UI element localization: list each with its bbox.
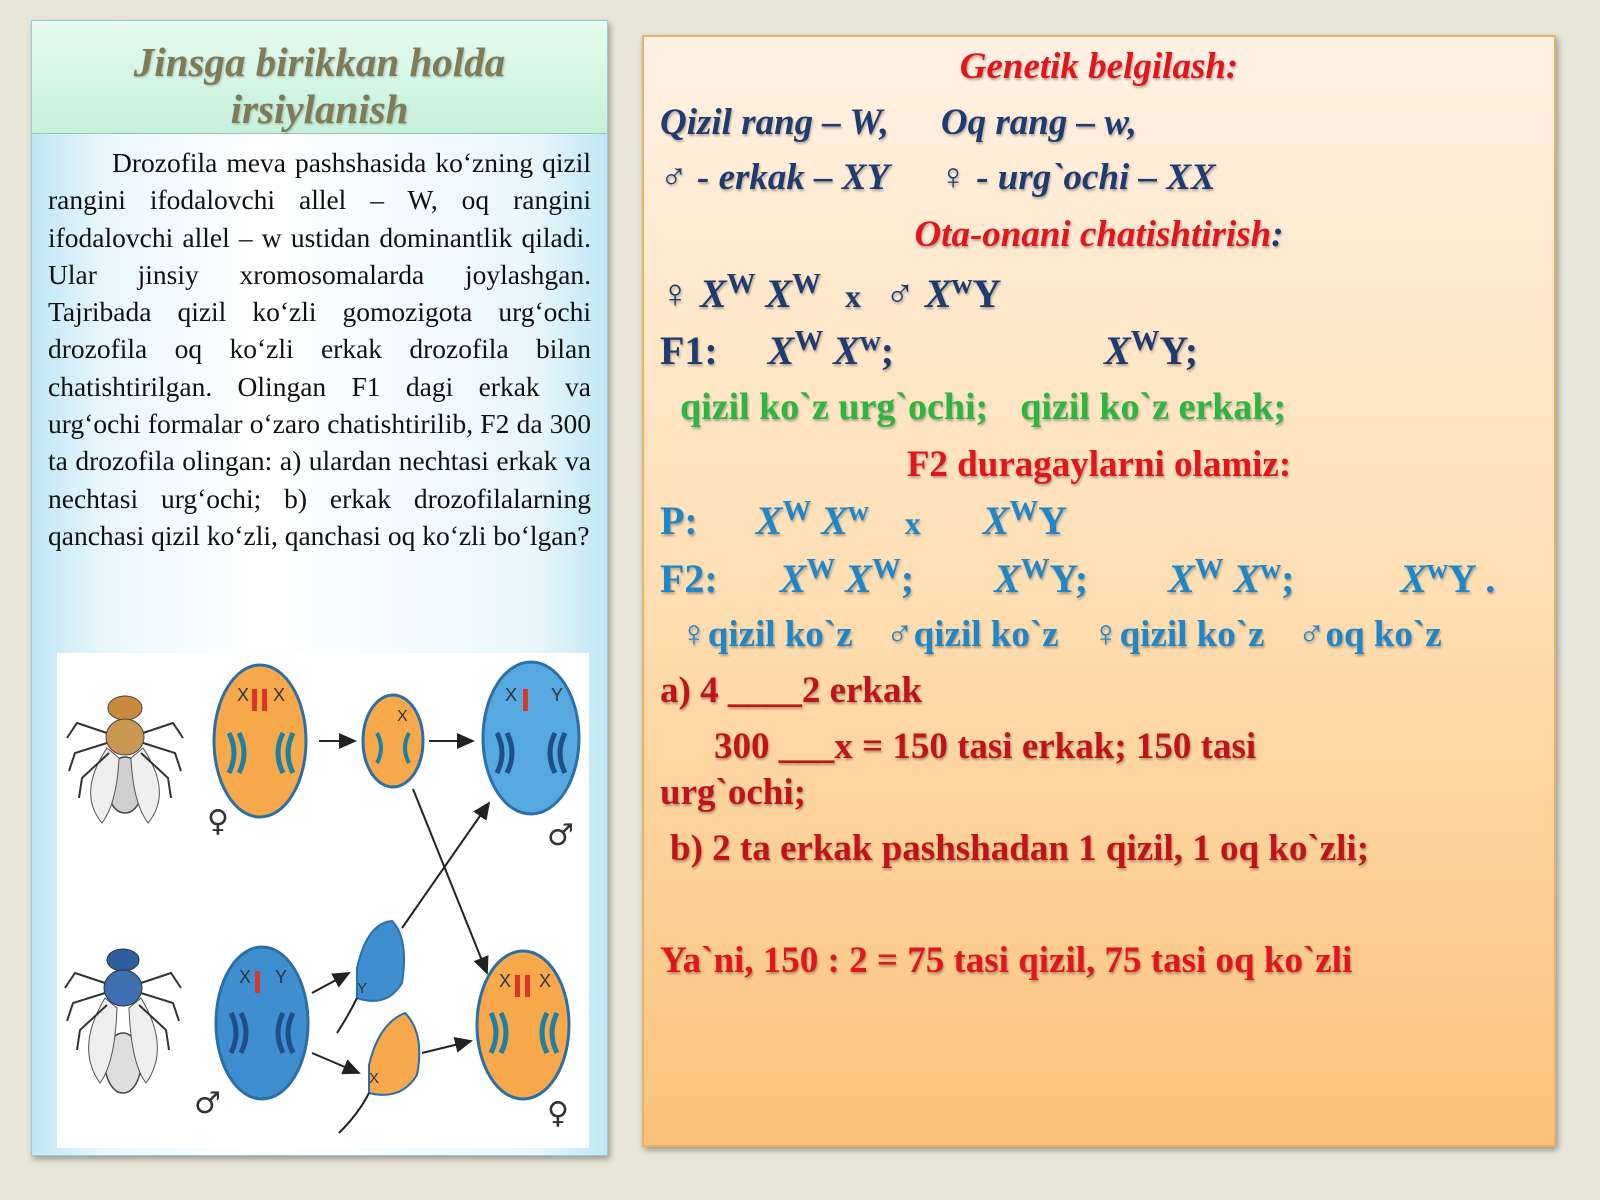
cross-heading: Ota-onani chatishtirish:	[914, 214, 1284, 255]
male-symbol-icon: ♂	[547, 818, 574, 853]
female-fly-icon	[67, 696, 183, 823]
svg-text:X: X	[539, 971, 552, 991]
sex-definitions	[660, 156, 1216, 199]
answer-a-line1: a) 4 ____2 erkak	[660, 670, 923, 711]
red-allele-def: Qizil rang – W,	[660, 102, 889, 143]
cross-diagram	[57, 653, 589, 1148]
svg-text:X: X	[237, 685, 250, 705]
egg-cell-icon	[363, 695, 423, 787]
svg-text:X: X	[397, 708, 408, 725]
genetic-notation-heading: Genetik belgilash:	[959, 46, 1239, 87]
problem-paragraph: Drozofila meva pashshasida ko‘zning qizil rangini ifodalovchi allel – W, oq rangini ifodalovchi allel – w ustidan dominantlik qiladi. Ular jinsiy xromosomalarda joylashgan. Tajribada qizil ko‘zli gomozigota urg‘ochi drozofila oq ko‘zli erkak drozofila bilan chatishtirilgan. Olingan F1 dagi erkak va urg‘ochi formalar o‘zaro chatishtirilib, F2 da 300 ta drozofila olingan: a) ulardan nechtasi erkak va nechtasi urg‘ochi; b) erkak drozofilalarning qanchasi qizil ko‘zli, qanchasi oq ko‘zli bo‘lgan?	[48, 147, 591, 551]
f2-genotypes: F2: $X^W$ $X^W$; $X^WY$; $X^W$ $X^w$; $X^wY$ .	[660, 552, 1496, 601]
svg-text:X: X	[499, 971, 512, 991]
right-panel	[642, 35, 1556, 1147]
conclusion: Ya`ni, 150 : 2 = 75 tasi qizil, 75 tasi oq ko`zli	[660, 940, 1353, 981]
female-offspring-cell-icon	[483, 662, 579, 814]
female-symbol-icon: ♀	[207, 804, 229, 839]
p-cross: P: $X^W$ $X^w$ x $X^WY$	[660, 494, 1068, 543]
left-title-line2: irsiylanish	[230, 86, 409, 132]
male-symbol-icon: ♂	[194, 1086, 221, 1121]
svg-text:X: X	[505, 685, 518, 705]
f2-phenotypes: ♀qizil ko`z ♂qizil ko`z ♀qizil ko`z ♂oq ko`z	[680, 614, 1442, 655]
svg-text:X: X	[239, 967, 252, 987]
parent-cross: ♀ $X^W$ $X^W$ x ♂ $X^wY$	[660, 267, 1002, 316]
answer-b: b) 2 ta erkak pashshadan 1 qizil, 1 oq ko`zli;	[670, 828, 1370, 869]
male-cell-icon	[216, 947, 308, 1099]
male-def: ♂ - erkak – XY	[660, 157, 890, 198]
sperm-cell-x-icon	[339, 1013, 419, 1133]
svg-text:Y: Y	[357, 980, 368, 997]
female-cell-icon	[214, 665, 306, 817]
svg-text:X: X	[369, 1070, 380, 1087]
sperm-cell-icon	[337, 921, 404, 1033]
female-symbol-icon: ♀	[547, 1096, 569, 1131]
male-offspring-cell-icon	[477, 951, 569, 1099]
left-title-line1: Jinsga birikkan holda	[133, 39, 506, 85]
svg-text:X: X	[273, 685, 286, 705]
f1-phenotypes: qizil ko`z urg`ochi; qizil ko`z erkak;	[680, 386, 1287, 428]
f1-genotypes: F1: $X^W$ $X^w$; $X^WY$;	[660, 324, 1199, 373]
answer-a-line2: 300 ___x = 150 tasi erkak; 150 tasi	[714, 726, 1257, 767]
female-def: ♀ - urg`ochi – XX	[939, 157, 1216, 198]
f2-heading: F2 duragaylarni olamiz:	[906, 444, 1292, 485]
left-panel	[31, 20, 608, 1156]
white-allele-def: Oq rang – w,	[940, 102, 1137, 143]
svg-text:Y: Y	[551, 685, 564, 705]
drosophila-cross-illustration	[57, 653, 589, 1148]
male-fly-icon	[65, 949, 181, 1093]
svg-text:Y: Y	[275, 967, 288, 987]
allele-definitions	[660, 101, 1137, 144]
left-title	[32, 21, 607, 134]
answer-a-line3: urg`ochi;	[660, 772, 806, 813]
